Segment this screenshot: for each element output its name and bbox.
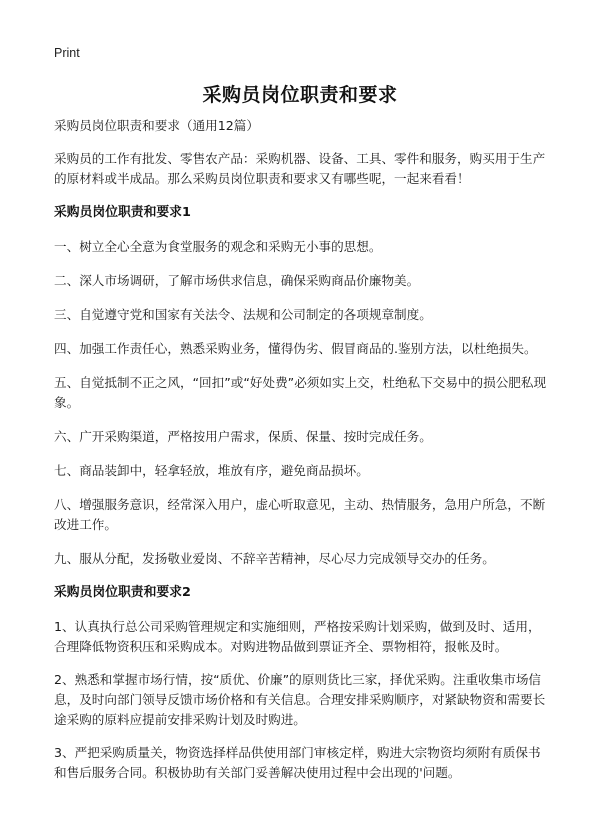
intro-paragraph: 采购员的工作有批发、零售农产品：采购机器、设备、工具、零件和服务，购买用于生产的原材料或半成品。那么采购员岗位职责和要求又有哪些呢，一起来看看！: [54, 151, 546, 186]
list-item: 二、深人市场调研，了解市场供求信息，确保采购商品价廉物美。: [54, 273, 420, 288]
list-item: 七、商品装卸中，轻拿轻放，堆放有序，避免商品损坏。: [54, 463, 369, 478]
list-item: 九、服从分配，发扬敬业爱岗、不辞辛苦精神，尽心尽力完成领导交办的任务。: [54, 551, 495, 566]
document-title: 采购员岗位职责和要求: [202, 84, 398, 106]
list-item: 五、自觉抵制不正之风，“回扣”或“好处费”必须如实上交，杜绝私下交易中的损公肥私现象。: [54, 375, 547, 410]
section-heading: 采购员岗位职责和要求2: [54, 585, 191, 600]
list-item: 1、认真执行总公司采购管理规定和实施细则，严格按采购计划采购，做到及时、适用，合理降低物资积压和采购成本。对购进物品做到票证齐全、票物相符，报帐及时。: [54, 619, 541, 654]
print-label: Print: [54, 46, 80, 60]
document-subtitle: 采购员岗位职责和要求（通用12篇）: [54, 118, 259, 133]
section-heading: 采购员岗位职责和要求1: [54, 205, 191, 220]
list-item: 一、树立全心全意为食堂服务的观念和采购无小事的思想。: [54, 239, 382, 254]
list-item: 六、广开采购渠道，严格按用户需求，保质、保量、按时完成任务。: [54, 429, 432, 444]
document-body: [54, 116, 552, 796]
section-2: [54, 583, 552, 783]
section-1: [54, 203, 552, 569]
list-item: 四、加强工作责任心，熟悉采购业务，懂得伪劣、假冒商品的.鉴别方法，以杜绝损失。: [54, 341, 537, 356]
list-item: 2、熟悉和掌握市场行情，按“质优、价廉”的原则货比三家，择优采购。注重收集市场信息，及时向部门领导反馈市场价格和有关信息。合理安排采购顺序，对紧缺物资和需要长途采购的原料应提前安排采购计划及时购进。: [54, 672, 546, 727]
list-item: 3、严把采购质量关，物资选择样品供使用部门审核定样，购进大宗物资均须附有质保书和售后服务合同。积极协助有关部门妥善解决使用过程中会出现的'问题。: [54, 745, 541, 780]
list-item: 八、增强服务意识，经常深入用户，虚心听取意见，主动、热情服务，急用户所急，不断改进工作。: [54, 497, 546, 532]
list-item: 三、自觉遵守党和国家有关法令、法规和公司制定的各项规章制度。: [54, 307, 432, 322]
